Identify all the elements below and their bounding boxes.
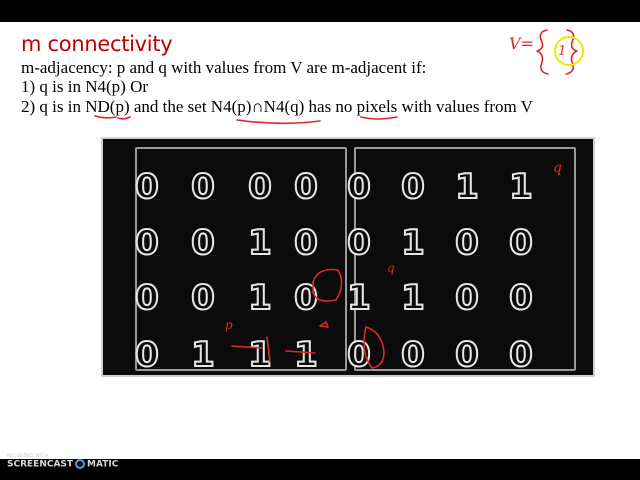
pixel-cell: 0 <box>135 167 159 207</box>
slide-title: m connectivity <box>21 32 173 56</box>
pixel-cell: 0 <box>347 167 371 207</box>
pixel-cell: 0 <box>455 335 479 375</box>
definition-line: m-adjacency: p and q with values from V are m-adjacent if: <box>21 58 427 77</box>
pixel-cell: 1 <box>294 335 318 375</box>
pixel-cell: 0 <box>401 335 425 375</box>
pixel-cell: 0 <box>347 223 371 263</box>
pixel-cell: 1 <box>401 278 425 318</box>
set-v-value: 1 <box>558 44 567 59</box>
pixel-cell: 1 <box>455 167 479 207</box>
highlight-circle <box>555 37 583 65</box>
pixel-cell: 1 <box>347 278 371 318</box>
pixel-cell: 1 <box>248 278 272 318</box>
pixel-cell: 0 <box>191 223 215 263</box>
q-label-middle: q <box>387 261 395 275</box>
pixel-cell: 0 <box>191 278 215 318</box>
pixel-cell: 1 <box>509 167 533 207</box>
underline-no-pixels <box>361 117 397 119</box>
pixel-cell: 0 <box>509 278 533 318</box>
pixel-cell: 0 <box>294 278 318 318</box>
p-label: p <box>225 318 233 332</box>
pixel-cell: 0 <box>294 223 318 263</box>
q-label-top: q <box>553 160 562 176</box>
pixel-cell: 1 <box>401 223 425 263</box>
pixel-cell: 1 <box>248 223 272 263</box>
pixel-cell: 0 <box>135 278 159 318</box>
pixel-cell: 0 <box>509 223 533 263</box>
pixel-cell: 0 <box>135 335 159 375</box>
pixel-cell: 0 <box>509 335 533 375</box>
screencast-logo-icon <box>75 459 85 469</box>
pixel-cell: 0 <box>401 167 425 207</box>
underline-p <box>118 117 130 119</box>
pixel-cell: 0 <box>135 223 159 263</box>
pixel-cell: 0 <box>455 278 479 318</box>
pixel-cell: 0 <box>347 335 371 375</box>
condition-1-line: 1) q is in N4(p) Or <box>21 77 149 96</box>
pixel-cell: 0 <box>248 167 272 207</box>
set-open-brace <box>537 30 548 74</box>
lecture-slide <box>0 22 640 470</box>
pixel-grid-image <box>101 137 595 377</box>
pixel-cell: 0 <box>294 167 318 207</box>
condition-2-line: 2) q is in ND(p) and the set N4(p)∩N4(q) has no pixels with values from V <box>21 97 533 116</box>
pixel-cell: 0 <box>455 223 479 263</box>
pixel-cell: 1 <box>248 335 272 375</box>
set-close-brace <box>566 30 577 74</box>
set-v-label: V= <box>509 34 534 53</box>
screencast-watermark: RECORDED WITH SCREENCAST MATIC <box>7 453 119 470</box>
underline-intersection <box>237 120 320 123</box>
pixel-cell: 0 <box>191 167 215 207</box>
pixel-cell: 1 <box>191 335 215 375</box>
